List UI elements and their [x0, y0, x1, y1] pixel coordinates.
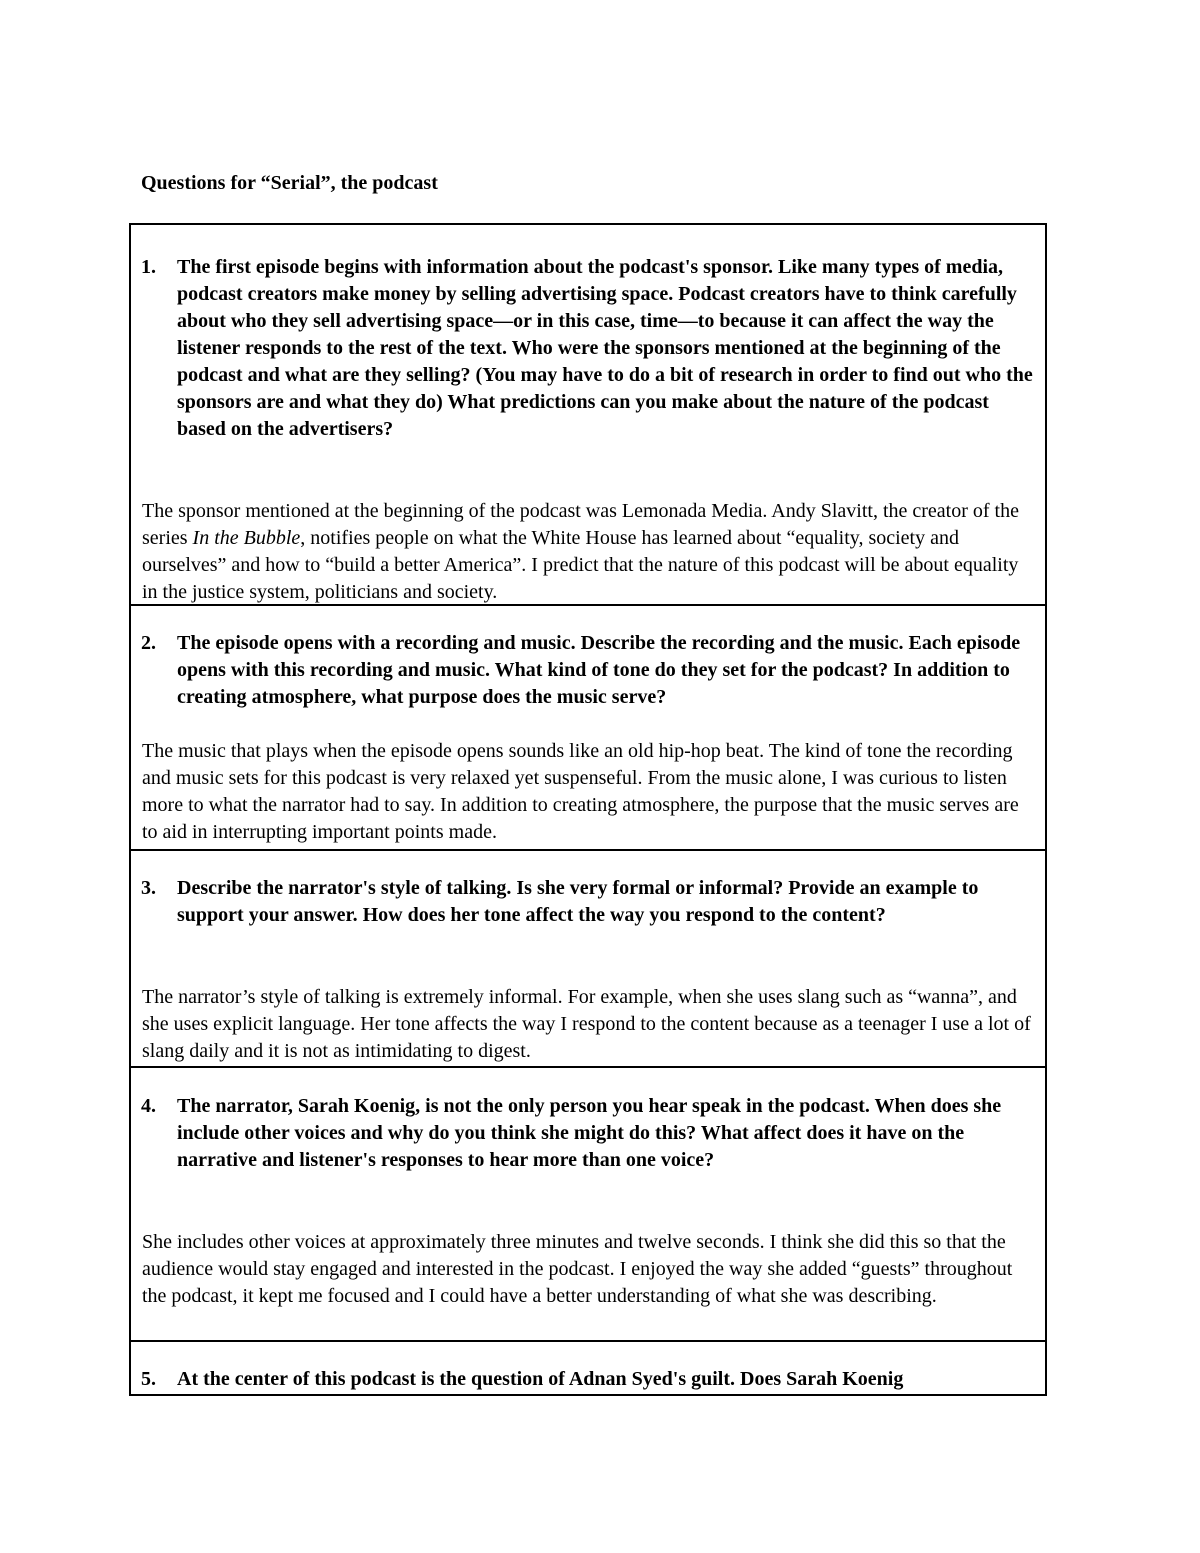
- questions-table: [129, 223, 1047, 1396]
- question-text: Describe the narrator's style of talking. Is she very formal or informal? Provide an example to support your answer. How does her tone affect the way you respond to the content?: [177, 877, 979, 926]
- question-text: The narrator, Sarah Koenig, is not the only person you hear speak in the podcast. When does she include other voices and why do you think she might do this? What affect does it have on the narrative and listener's responses to hear more than one voice?: [177, 1095, 1002, 1171]
- question-1: [141, 254, 1035, 443]
- question-row-2: [131, 606, 1045, 849]
- answer-text: , notifies people on what the White House has learned about “equality, society and ourselves” and how to “build a better America”. I predict that the nature of this podcast will be about equality in the justice system, politicians and society.: [142, 527, 1019, 603]
- question-2: [141, 630, 1035, 711]
- question-number: 3.: [141, 877, 156, 899]
- question-text: The first episode begins with information about the podcast's sponsor. Like many types of media, podcast creators make money by selling advertising space. Podcast creators have to think carefully about who they sell advertising space—or in this case, time—to because it can affect the way the listener responds to the rest of the text. Who were the sponsors mentioned at the beginning of the podcast and what are they selling? (You may have to do a bit of research in order to find out who the sponsors are and what they do) What predictions can you make about the nature of the podcast based on the advertisers?: [177, 256, 1033, 440]
- answer-4: She includes other voices at approximately three minutes and twelve seconds. I think she did this so that the audience would stay engaged and interested in the podcast. I enjoyed the way she added “guests” throughout the podcast, it kept me focused and I could have a better understanding of what she was describing.: [142, 1231, 1013, 1307]
- question-text: The episode opens with a recording and music. Describe the recording and the music. Each episode opens with this recording and music. What kind of tone do they set for the podcast? In addition to creating atmosphere, what purpose does the music serve?: [177, 632, 1021, 708]
- question-5: [141, 1366, 1035, 1393]
- question-number: 2.: [141, 632, 156, 654]
- question-row-3: [131, 851, 1045, 1066]
- question-3: [141, 875, 1035, 929]
- series-title: In the Bubble: [192, 527, 301, 549]
- question-4: [141, 1093, 1035, 1174]
- question-row-5: [131, 1342, 1045, 1396]
- answer-text: The sponsor mentioned at the beginning of the podcast was Lemonada Media. Andy Slavitt, the creator of the series: [142, 500, 1019, 549]
- answer-1: [142, 498, 1035, 604]
- question-row-1: [131, 225, 1045, 604]
- answer-3: The narrator’s style of talking is extremely informal. For example, when she uses slang such as “wanna”, and she uses explicit language. Her tone affects the way I respond to the content because as a teenager I use a lot of slang daily and it is not as intimidating to digest.: [142, 986, 1031, 1062]
- question-number: 1.: [141, 256, 156, 278]
- question-number: 4.: [141, 1095, 156, 1117]
- question-number: 5.: [141, 1368, 156, 1390]
- document-title: Questions for “Serial”, the podcast: [141, 172, 438, 194]
- question-row-4: [131, 1068, 1045, 1340]
- answer-2: The music that plays when the episode opens sounds like an old hip-hop beat. The kind of tone the recording and music sets for this podcast is very relaxed yet suspenseful. From the music alone, I was curious to listen more to what the narrator had to say. In addition to creating atmosphere, the purpose that the music serves are to aid in interrupting important points made.: [142, 740, 1019, 843]
- question-text: At the center of this podcast is the question of Adnan Syed's guilt. Does Sarah Koenig: [177, 1368, 904, 1390]
